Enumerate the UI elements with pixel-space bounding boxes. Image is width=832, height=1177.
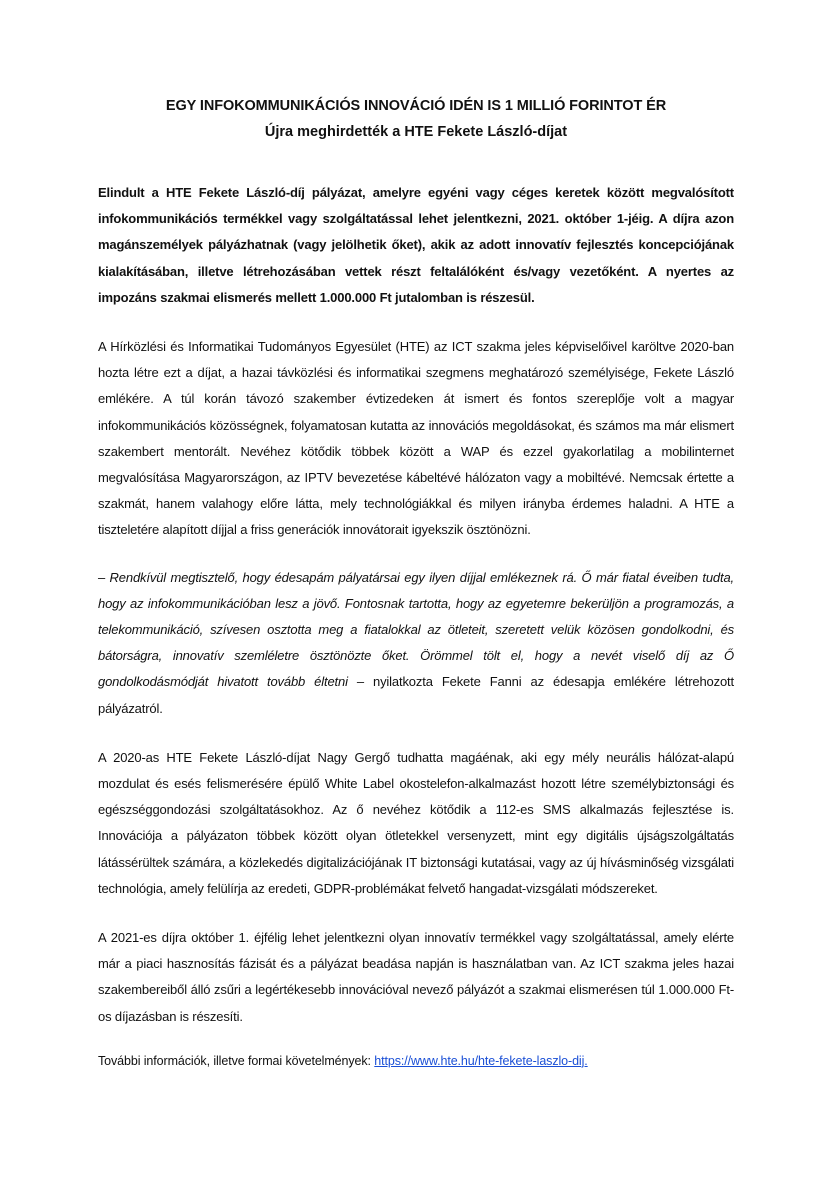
quote-attribution: – nyilatkozta Fekete Fanni az édesapja emlékére létrehozott pályázatról. (98, 674, 734, 716)
more-info-link[interactable]: https://www.hte.hu/hte-fekete-laszlo-dij. (374, 1053, 588, 1068)
document-title: EGY INFOKOMMUNIKÁCIÓS INNOVÁCIÓ IDÉN IS 1 MILLIÓ FORINTOT ÉR (165, 98, 667, 114)
more-info-label: További információk, illetve formai követelmények: (98, 1053, 375, 1068)
quote-text: – Rendkívül megtisztelő, hogy édesapám pályatársai egy ilyen díjjal emlékeznek rá. Ő már fiatal éveiben tudta, hogy az infokommunikációban lesz a jövő. Fontosnak tartotta, hogy az egyetemre bekerüljön a programozás, a telekommunikáció, szívesen osztotta meg a fiatalokkal az ötleteit, szeretett velük közösen gondolkodni, és bátorságra, innovatív szemléletre ösztönözte őket. Örömmel tölt el, hogy a nevét viselő díj az Ő gondolkodásmódját hivatott tovább éltetni (98, 569, 734, 690)
body-paragraph-winner: A 2020-as HTE Fekete László-díjat Nagy Gergő tudhatta magáénak, aki egy mély neurális hálózat-alapú mozdulat és esés felismerésére épülő White Label okostelefon-alkalmazást hozott létre személybiztonsági és egészséggondozási szolgáltatásokhoz. Az ő nevéhez kötődik a 112-es SMS alkalmazás fejlesztése is. Innovációja a pályázaton többek között olyan ötletekkel versenyzett, mint egy digitális újságszolgáltatás látássérültek számára, a közlekedés digitalizációjának IT biztonsági kutatásai, vagy az új hívásminőség vizsgálati technológia, amely felülírja az eredeti, GDPR-problémákat felvető hangadat-vizsgálati módszereket. (98, 749, 734, 896)
body-paragraph-deadline: A 2021-es díjra október 1. éjfélig lehet jelentkezni olyan innovatív termékkel vagy szolgáltatással, amely elérte már a piaci hasznosítás fázisát és a pályázat beadása napján is használatban van. Az ICT szakma jeles hazai szakembereiből álló zsűri a legértékesebb innovációval nevező pályázót a szakmai elismerésen túl 1.000.000 Ft-os díjazásban is részesíti. (98, 930, 734, 1024)
quote-paragraph (98, 565, 734, 722)
lead-paragraph: Elindult a HTE Fekete László-díj pályázat, amelyre egyéni vagy céges keretek között megvalósított infokommunikációs termékkel vagy szolgáltatással lehet jelentkezni, 2021. október 1-jéig. A díjra azon magánszemélyek pályázhatnak (vagy jelölhetik őket), akik az adott innovatív fejlesztés koncepciójának kialakításában, illetve létrehozásában vettek részt feltalálóként és/vagy vezetőként. A nyertes az impozáns szakmai elismerés mellett 1.000.000 Ft jutalomban is részesül. (98, 185, 734, 305)
document-subtitle: Újra meghirdették a HTE Fekete László-díjat (264, 124, 568, 140)
more-info-line (98, 1050, 734, 1072)
body-paragraph-history: A Hírközlési és Informatikai Tudományos Egyesület (HTE) az ICT szakma jeles képviselőivel karöltve 2020-ban hozta létre ezt a díjat, a hazai távközlési és informatikai szegmens meghatározó személyisége, Fekete László emlékére. A túl korán távozó szakember évtizedeken át ismert és fontos szereplője volt a magyar infokommunikációs közösségnek, folyamatosan kutatta az innovációs megoldásokat, és számos ma már elismert szakembert mentorált. Nevéhez kötődik többek között a WAP és ezzel gyakorlatilag a mobilinternet megvalósítása Magyarországon, az IPTV bevezetése kábeltévé hálózaton vagy a mobiltévé. Nemcsak értette a szakmát, hanem valahogy előre látta, mely technológiákkal és milyen irányba érdemes haladni. A HTE a tiszteletére alapított díjjal a friss generációk innovátorait igyekszik ösztönözni. (98, 339, 734, 538)
